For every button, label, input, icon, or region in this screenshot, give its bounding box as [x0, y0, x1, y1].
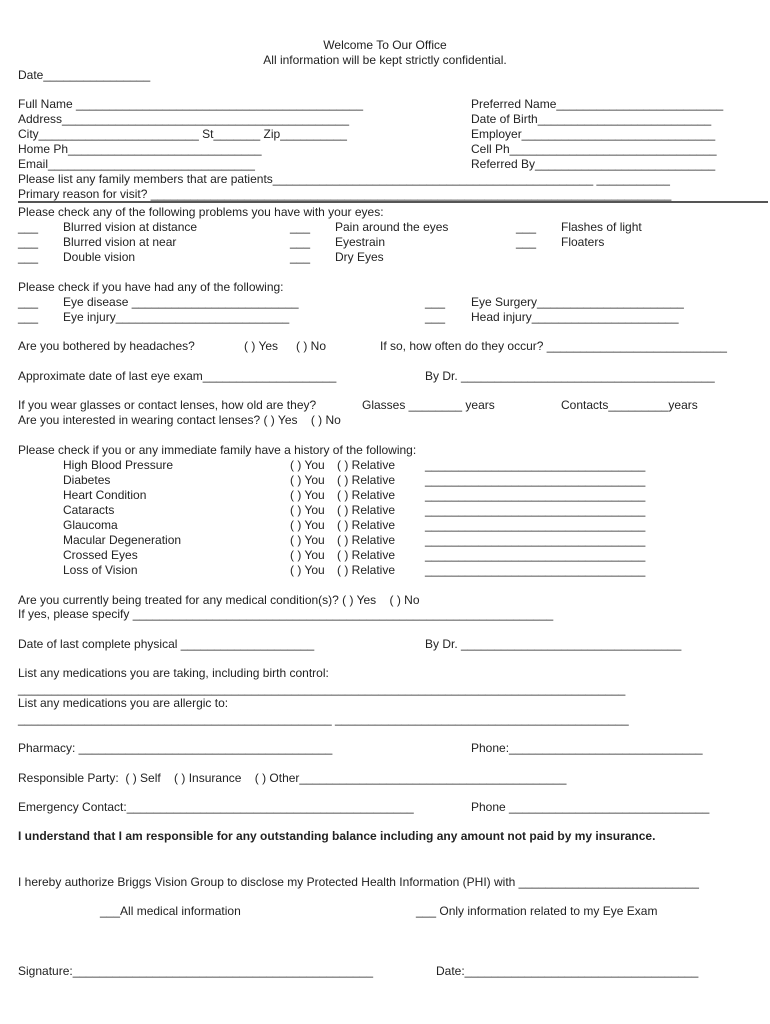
you-option[interactable]: ( ) You	[290, 503, 325, 517]
you-option[interactable]: ( ) You	[290, 458, 325, 472]
relative-option[interactable]: ( ) Relative	[337, 548, 396, 562]
emergency-phone-field[interactable]: Phone ______________________________	[471, 800, 710, 814]
home-phone-field[interactable]: Home Ph_____________________________	[18, 142, 262, 156]
medications-label: List any medications you are taking, including birth control:	[18, 666, 329, 680]
relative-option[interactable]: ( ) Relative	[337, 458, 396, 472]
checkbox-blank[interactable]: ___	[18, 250, 39, 264]
family-history-intro: Please check if you or any immediate family have a history of the following:	[18, 443, 417, 457]
eye-surgery-field[interactable]: Eye Surgery______________________	[471, 295, 684, 309]
headaches-yes-option[interactable]: ( ) Yes	[244, 339, 279, 353]
last-exam-doctor-field[interactable]: By Dr. ______________________________________	[425, 369, 715, 383]
date-of-birth-field[interactable]: Date of Birth__________________________	[471, 112, 712, 126]
primary-reason-field[interactable]: Primary reason for visit? ______________________________________________________________________________	[18, 187, 672, 201]
last-physical-field[interactable]: Date of last complete physical ____________________	[18, 637, 315, 651]
you-option[interactable]: ( ) You	[290, 488, 325, 502]
physical-doctor-field[interactable]: By Dr. _________________________________	[425, 637, 682, 651]
condition-label: High Blood Pressure	[63, 458, 174, 472]
condition-notes-line[interactable]: _________________________________	[425, 473, 646, 487]
preferred-name-field[interactable]: Preferred Name_________________________	[471, 97, 724, 111]
last-eye-exam-field[interactable]: Approximate date of last eye exam____________________	[18, 369, 337, 383]
eye-disease-field[interactable]: Eye disease _________________________	[63, 295, 299, 309]
signature-date-field[interactable]: Date:___________________________________	[436, 964, 699, 978]
eye-problem-label: Blurred vision at near	[63, 235, 177, 249]
eye-history-intro: Please check if you have had any of the following:	[18, 280, 284, 294]
condition-label: Cataracts	[63, 503, 115, 517]
condition-label: Loss of Vision	[63, 563, 138, 577]
eye-problem-label: Double vision	[63, 250, 136, 264]
relative-option[interactable]: ( ) Relative	[337, 518, 396, 532]
eye-problems-intro: Please check any of the following problems you have with your eyes:	[18, 205, 384, 219]
allergies-label: List any medications you are allergic to:	[18, 696, 229, 710]
allergies-field[interactable]: _______________________________________________ ____________________________________________	[18, 712, 629, 726]
glasses-years-field[interactable]: Glasses ________ years	[362, 398, 495, 412]
you-option[interactable]: ( ) You	[290, 563, 325, 577]
eye-problem-label: Blurred vision at distance	[63, 220, 198, 234]
email-field[interactable]: Email_______________________________	[18, 157, 255, 171]
head-injury-field[interactable]: Head injury______________________	[471, 310, 679, 324]
checkbox-blank[interactable]: ___	[516, 235, 537, 249]
relative-option[interactable]: ( ) Relative	[337, 563, 396, 577]
signature-field[interactable]: Signature:_____________________________________________	[18, 964, 374, 978]
eye-problem-label: Flashes of light	[561, 220, 642, 234]
all-medical-info-option[interactable]: ___All medical information	[100, 904, 241, 918]
pharmacy-phone-field[interactable]: Phone:_____________________________	[471, 741, 703, 755]
contacts-interest-question[interactable]: Are you interested in wearing contact lenses? ( ) Yes ( ) No	[18, 413, 341, 427]
contacts-years-field[interactable]: Contacts_________years	[561, 398, 698, 412]
condition-label: Heart Condition	[63, 488, 147, 502]
checkbox-blank[interactable]: ___	[18, 310, 39, 324]
you-option[interactable]: ( ) You	[290, 533, 325, 547]
condition-label: Glaucoma	[63, 518, 118, 532]
condition-notes-line[interactable]: _________________________________	[425, 518, 646, 532]
condition-notes-line[interactable]: _________________________________	[425, 503, 646, 517]
headaches-no-option[interactable]: ( ) No	[296, 339, 326, 353]
relative-option[interactable]: ( ) Relative	[337, 473, 396, 487]
condition-label: Diabetes	[63, 473, 111, 487]
date-field[interactable]: Date________________	[18, 68, 151, 82]
checkbox-blank[interactable]: ___	[425, 310, 446, 324]
you-option[interactable]: ( ) You	[290, 473, 325, 487]
city-st-zip-field[interactable]: City________________________ St_______ Zip__________	[18, 127, 347, 141]
medical-specify-field[interactable]: If yes, please specify _______________________________________________________________	[18, 607, 554, 621]
family-members-field[interactable]: Please list any family members that are patients________________________________________________ ___________	[18, 172, 670, 186]
relative-option[interactable]: ( ) Relative	[337, 488, 396, 502]
checkbox-blank[interactable]: ___	[18, 220, 39, 234]
medications-field[interactable]: ___________________________________________________________________________________________	[18, 682, 626, 696]
eye-problem-label: Pain around the eyes	[335, 220, 449, 234]
you-option[interactable]: ( ) You	[290, 518, 325, 532]
checkbox-blank[interactable]: ___	[290, 235, 311, 249]
condition-notes-line[interactable]: _________________________________	[425, 533, 646, 547]
form-subtitle: All information will be kept strictly confidential.	[263, 53, 507, 67]
address-field[interactable]: Address___________________________________________	[18, 112, 349, 126]
pharmacy-field[interactable]: Pharmacy: ______________________________________	[18, 741, 333, 755]
headaches-question: Are you bothered by headaches?	[18, 339, 195, 353]
eye-problem-label: Eyestrain	[335, 235, 386, 249]
eye-problem-label: Floaters	[561, 235, 605, 249]
checkbox-blank[interactable]: ___	[290, 220, 311, 234]
checkbox-blank[interactable]: ___	[18, 235, 39, 249]
eye-injury-field[interactable]: Eye injury__________________________	[63, 310, 290, 324]
medical-treatment-question[interactable]: Are you currently being treated for any medical condition(s)? ( ) Yes ( ) No	[18, 593, 420, 607]
full-name-field[interactable]: Full Name ___________________________________________	[18, 97, 363, 111]
condition-label: Macular Degeneration	[63, 533, 182, 547]
condition-notes-line[interactable]: _________________________________	[425, 548, 646, 562]
checkbox-blank[interactable]: ___	[516, 220, 537, 234]
responsible-party-field[interactable]: Responsible Party: ( ) Self ( ) Insurance ( ) Other________________________________________	[18, 771, 567, 785]
phi-authorization-field[interactable]: I hereby authorize Briggs Vision Group to disclose my Protected Health Information (PHI) with ___________________________	[18, 875, 699, 889]
emergency-contact-field[interactable]: Emergency Contact:___________________________________________	[18, 800, 414, 814]
checkbox-blank[interactable]: ___	[290, 250, 311, 264]
relative-option[interactable]: ( ) Relative	[337, 533, 396, 547]
condition-notes-line[interactable]: _________________________________	[425, 488, 646, 502]
section-divider	[18, 201, 768, 203]
checkbox-blank[interactable]: ___	[425, 295, 446, 309]
condition-notes-line[interactable]: _________________________________	[425, 458, 646, 472]
relative-option[interactable]: ( ) Relative	[337, 503, 396, 517]
checkbox-blank[interactable]: ___	[18, 295, 39, 309]
eye-problem-label: Dry Eyes	[335, 250, 384, 264]
financial-agreement: I understand that I am responsible for any outstanding balance including any amount not paid by my insurance.	[18, 829, 656, 843]
you-option[interactable]: ( ) You	[290, 548, 325, 562]
headaches-frequency-field[interactable]: If so, how often do they occur? ___________________________	[380, 339, 727, 353]
eye-exam-info-option[interactable]: ___ Only information related to my Eye Exam	[416, 904, 658, 918]
referred-by-field[interactable]: Referred By___________________________	[471, 157, 716, 171]
condition-notes-line[interactable]: _________________________________	[425, 563, 646, 577]
glasses-age-question: If you wear glasses or contact lenses, how old are they?	[18, 398, 317, 412]
employer-field[interactable]: Employer_____________________________	[471, 127, 716, 141]
cell-phone-field[interactable]: Cell Ph_______________________________	[471, 142, 717, 156]
form-title: Welcome To Our Office	[323, 38, 447, 52]
condition-label: Crossed Eyes	[63, 548, 138, 562]
